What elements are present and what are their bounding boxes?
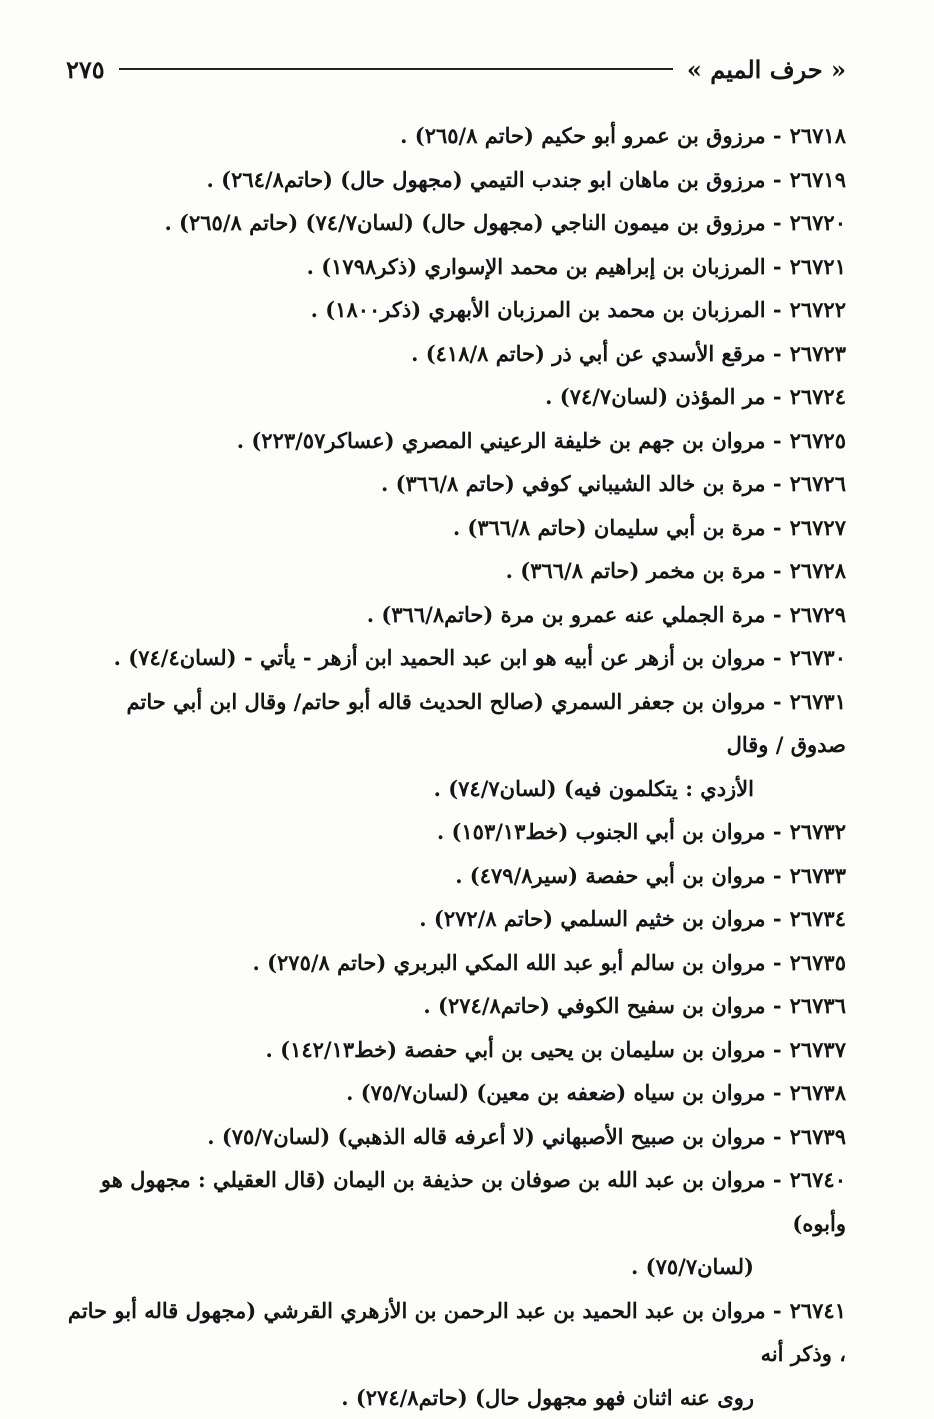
list-item (66, 897, 846, 941)
entry-text: - مروان بن سليمان بن يحيى بن أبي حفصة (خط١٤٢/١٣) . (266, 1037, 782, 1062)
list-item (66, 506, 846, 550)
list-item (66, 332, 846, 376)
list-item (66, 1158, 846, 1289)
entry-number: ٢٦٧٢٤ (790, 384, 846, 409)
entry-text: - مرة بن خالد الشيباني كوفي (حاتم ٣٦٦/٨) . (381, 471, 782, 496)
list-item (66, 1028, 846, 1072)
list-item (66, 1289, 846, 1419)
list-item (66, 941, 846, 985)
list-item (66, 375, 846, 419)
entry-text: - مروان بن سياه (ضعفه بن معين) (لسان٧٥/٧) . (346, 1080, 782, 1105)
list-item (66, 636, 846, 680)
entry-number: ٢٦٧٣٦ (790, 993, 846, 1018)
list-item (66, 593, 846, 637)
list-item (66, 1115, 846, 1159)
entry-text: - مروان بن أبي حفصة (سير٤٧٩/٨) . (455, 863, 781, 888)
entry-text: - المرزبان بن إبراهيم بن محمد الإسواري (ذكر١٧٩٨) . (307, 254, 782, 279)
entry-number: ٢٦٧٢٦ (790, 471, 846, 496)
entry-text: - مرقع الأسدي عن أبي ذر (حاتم ٤١٨/٨) . (411, 341, 782, 366)
entry-number: ٢٦٧٤٠ (790, 1167, 846, 1192)
list-item (66, 462, 846, 506)
entry-number: ٢٦٧١٨ (790, 123, 846, 148)
entry-text: - مروان بن سالم أبو عبد الله المكي البربري (حاتم ٢٧٥/٨) . (252, 950, 781, 975)
list-item (66, 1071, 846, 1115)
entry-number: ٢٦٧٣١ (790, 689, 846, 714)
entry-number: ٢٦٧٢٧ (790, 515, 846, 540)
list-item (66, 419, 846, 463)
entry-number: ٢٦٧٣٠ (790, 645, 846, 670)
entry-text: - مرة الجملي عنه عمرو بن مرة (حاتم٣٦٦/٨) . (367, 602, 782, 627)
entry-number: ٢٦٧٢٨ (790, 558, 846, 583)
list-item (66, 201, 846, 245)
entry-text: - مروان بن جعفر السمري (صالح الحديث قاله أبو حاتم/ وقال ابن أبي حاتم صدوق / وقال (127, 689, 846, 758)
list-item (66, 245, 846, 289)
entry-text: - مرزوق بن ميمون الناجي (مجهول حال) (لسان٧٤/٧) (حاتم ٢٦٥/٨) . (164, 210, 781, 235)
entry-continuation: الأزدي : يتكلمون فيه) (لسان٧٤/٧) . (66, 767, 846, 811)
entry-number: ٢٦٧٣٩ (790, 1124, 846, 1149)
list-item (66, 288, 846, 332)
entry-text: - مرة بن مخمر (حاتم ٣٦٦/٨) . (506, 558, 782, 583)
entry-number: ٢٦٧٢٠ (790, 210, 846, 235)
entry-number: ٢٦٧٣٣ (790, 863, 846, 888)
section-title: « حرف الميم » (687, 55, 846, 84)
entry-continuation: روى عنه اثنان فهو مجهول حال) (حاتم٢٧٤/٨) . (66, 1376, 846, 1419)
entry-text: - المرزبان بن محمد بن المرزبان الأبهري (ذكر١٨٠٠) . (311, 297, 782, 322)
entry-text: - مرزوق بن عمرو أبو حكيم (حاتم ٢٦٥/٨) . (400, 123, 781, 148)
entry-text: - مروان بن سفيح الكوفي (حاتم٢٧٤/٨) . (423, 993, 781, 1018)
entry-number: ٢٦٧١٩ (790, 167, 846, 192)
entry-text: - مروان بن أبي الجنوب (خط١٥٣/١٣) . (437, 819, 782, 844)
entry-number: ٢٦٧٤١ (790, 1298, 846, 1323)
entry-number: ٢٦٧٢٥ (790, 428, 846, 453)
entry-number: ٢٦٧٢٢ (790, 297, 846, 322)
list-item (66, 810, 846, 854)
entry-text: - مرة بن أبي سليمان (حاتم ٣٦٦/٨) . (453, 515, 782, 540)
list-item (66, 114, 846, 158)
entry-number: ٢٦٧٣٥ (790, 950, 846, 975)
entry-list (66, 114, 846, 1419)
entry-text: - مروان بن أزهر عن أبيه هو ابن عبد الحميد ابن أزهر - يأتي - (لسان٧٤/٤) . (114, 645, 782, 670)
list-item (66, 854, 846, 898)
header-rule (119, 68, 673, 70)
list-item (66, 549, 846, 593)
entry-number: ٢٦٧٢٣ (790, 341, 846, 366)
entry-text: - مروان بن صبيح الأصبهاني (لا أعرفه قاله الذهبي) (لسان٧٥/٧) . (207, 1124, 781, 1149)
entry-number: ٢٦٧٣٧ (790, 1037, 846, 1062)
entry-number: ٢٦٧٣٢ (790, 819, 846, 844)
entry-text: - مروان بن خثيم السلمي (حاتم ٢٧٢/٨) . (419, 906, 781, 931)
list-item (66, 158, 846, 202)
page-header (66, 52, 846, 86)
entry-number: ٢٦٧٣٨ (790, 1080, 846, 1105)
entry-text: - مروان بن عبد الله بن صوفان بن حذيفة بن اليمان (قال العقيلي : مجهول هو وأبوه) (101, 1167, 846, 1236)
entry-text: - مرزوق بن ماهان ابو جندب التيمي (مجهول حال) (حاتم٢٦٤/٨) . (207, 167, 782, 192)
entry-text: - مروان بن جهم بن خليفة الرعيني المصري (عساكر٢٢٣/٥٧) . (237, 428, 782, 453)
entry-text: - مر المؤذن (لسان٧٤/٧) . (545, 384, 781, 409)
list-item (66, 984, 846, 1028)
page-number: ٢٧٥ (66, 55, 105, 84)
entry-number: ٢٦٧٢١ (790, 254, 846, 279)
entry-continuation: (لسان٧٥/٧) . (66, 1245, 846, 1289)
entry-text: - مروان بن عبد الحميد بن عبد الرحمن بن الأزهري القرشي (مجهول قاله أبو حاتم ، وذكر أنه (68, 1298, 846, 1367)
list-item (66, 680, 846, 811)
entry-number: ٢٦٧٣٤ (790, 906, 846, 931)
entry-number: ٢٦٧٢٩ (790, 602, 846, 627)
